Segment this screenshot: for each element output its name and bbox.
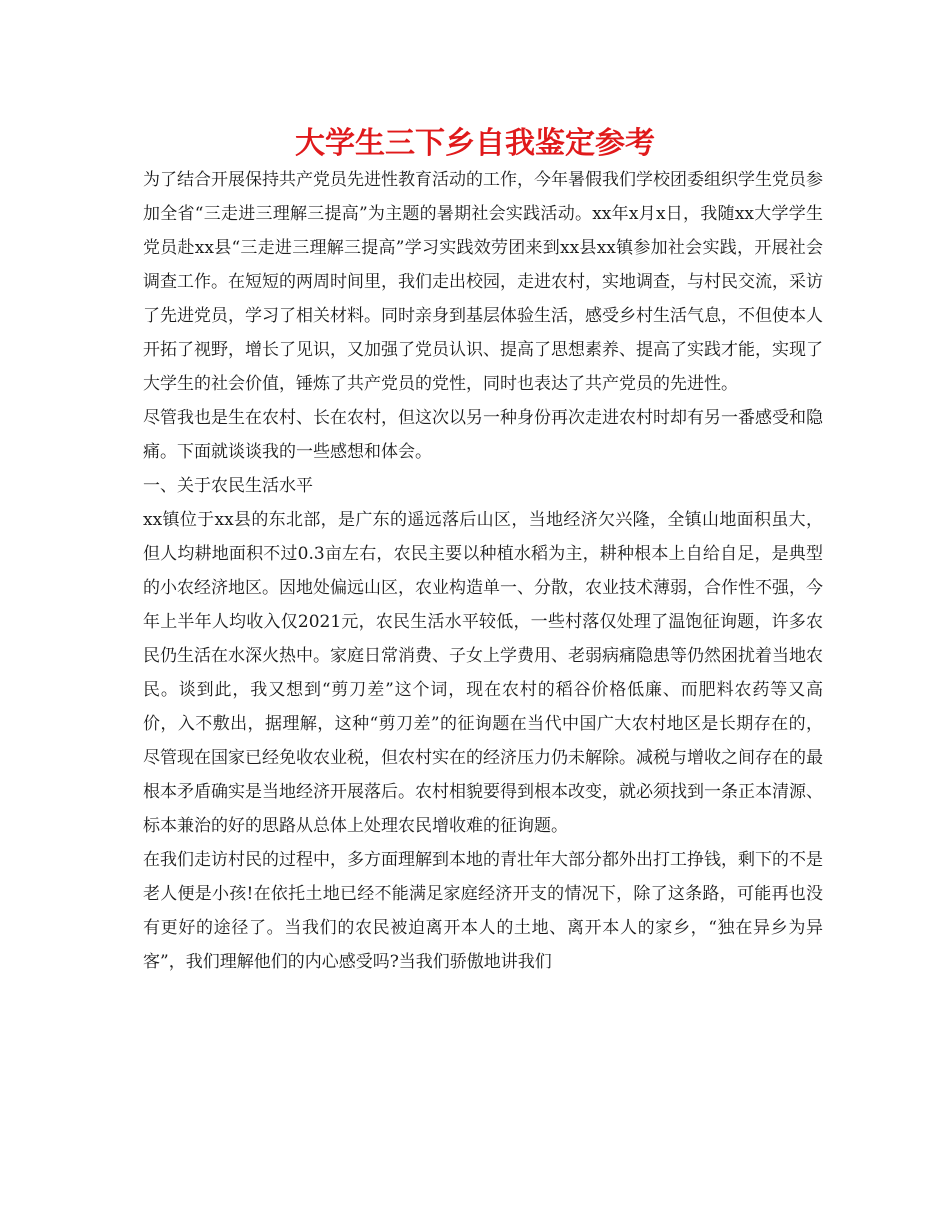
paragraph-living-standard: xx镇位于xx县的东北部，是广东的遥远落后山区，当地经济欠兴隆，全镇山地面积虽大，但人均耕地面积不过0.3亩左右，农民主要以种植水稻为主，耕种根本上自给自足，是典型的小农经济地区。因地处偏远山区，农业构造单一、分散，农业技术薄弱，合作性不强，今年上半年人均收入仅2021元，农民生活水平较低，一些村落仅处理了温饱征询题，许多农民仍生活在水深火热中。家庭日常消费、子女上学费用、老弱病痛隐患等仍然困扰着当地农民。谈到此，我又想到“剪刀差”这个词，现在农村的稻谷价格低廉、而肥料农药等又高价，入不敷出，据理解，这种“剪刀差”的征询题在当代中国广大农村地区是长期存在的，尽管现在国家已经免收农业税，但农村实在的经济压力仍未解除。减税与增收之间存在的最根本矛盾确实是当地经济开展落后。农村相貌要得到根本改变，就必须找到一条正本清源、标本兼治的好的思路从总体上处理农民增收难的征询题。	[143, 510, 823, 836]
section-heading-living-standard: 一、关于农民生活水平	[143, 476, 313, 496]
paragraph-intro: 为了结合开展保持共产党员先进性教育活动的工作，今年暑假我们学校团委组织学生党员参加全省“三走进三理解三提高”为主题的暑期社会实践活动。xx年x月x日，我随xx大学学生党员赴xx县“三走进三理解三提高”学习实践效劳团来到xx县xx镇参加社会实践，开展社会调查工作。在短短的两周时间里，我们走出校园，走进农村，实地调查，与村民交流，采访了先进党员，学习了相关材料。同时亲身到基层体验生活，感受乡村生活气息，不但使本人开拓了视野，增长了见识，又加强了党员认识、提高了思想素养、提高了实践才能，实现了大学生的社会价值，锤炼了共产党员的党性，同时也表达了共产党员的先进性。	[143, 170, 823, 394]
document-body	[143, 163, 823, 979]
paragraph-migrant-workers: 在我们走访村民的过程中，多方面理解到本地的青壮年大部分都外出打工挣钱，剩下的不是老人便是小孩!在依托土地已经不能满足家庭经济开支的情况下，除了这条路，可能再也没有更好的途径了。当我们的农民被迫离开本人的土地、离开本人的家乡，“独在异乡为异客”，我们理解他们的内心感受吗?当我们骄傲地讲我们	[143, 850, 823, 972]
document-title: 大学生三下乡自我鉴定参考	[295, 126, 655, 161]
paragraph-feelings: 尽管我也是生在农村、长在农村，但这次以另一种身份再次走进农村时却有另一番感受和隐痛。下面就谈谈我的一些感想和体会。	[143, 408, 823, 462]
